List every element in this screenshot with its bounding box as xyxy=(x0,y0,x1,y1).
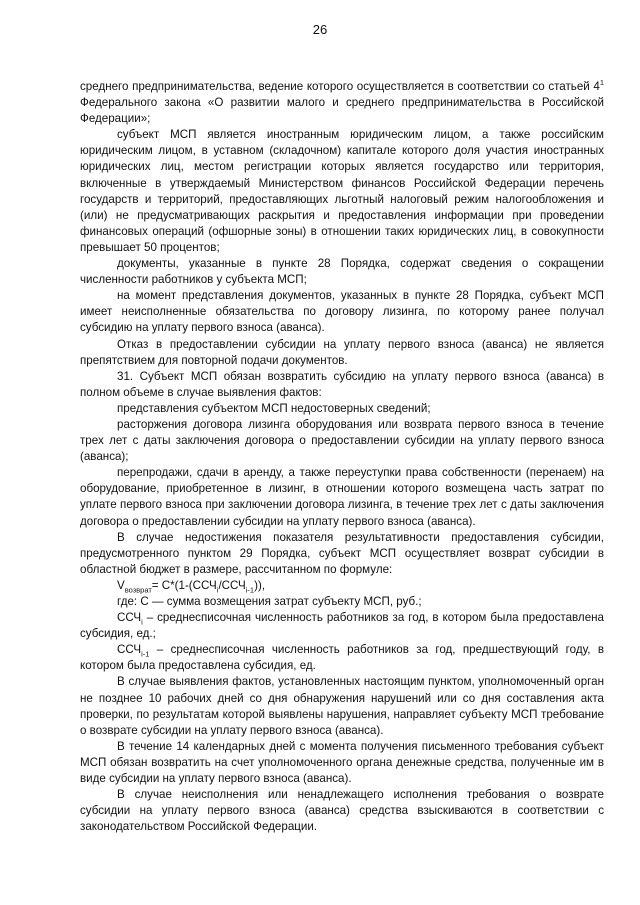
superscript: 1 xyxy=(599,78,604,88)
paragraph-foreign-entity: субъект МСП является иностранным юридическим лицом, а также российским юридическим лицом, в уставном (складочном) капитале которого доля участия иностранных юридических лиц, местом регистрации которых является государство или территория, включенные в утверждаемый Министерством финансов Российской Федерации перечень государств и территорий, предоставляющих льготный налоговый режим налогообложения и (или) не предусматривающих раскрытия и предоставления информации при проведении финансовых операций (офшорные зоны) в отношении таких юридических лиц, в совокупности превышает 50 процентов; xyxy=(80,128,604,254)
paragraph-violation-detection: В случае выявления фактов, установленных настоящим пунктом, уполномоченный орган не позднее 10 рабочих дней со дня обнаружения нарушений или со дня составления акта проверки, по результатам которой выявлены нарушения, направляет субъекту МСП требование о возврате субсидии на уплату первого взноса (аванса). xyxy=(80,675,604,737)
paragraph-staff-reduction: документы, указанные в пункте 28 Порядка, содержат сведения о сокращении численности работников у субъекта МСП; xyxy=(80,257,604,287)
paragraph-repayment-deadline: В течение 14 календарных дней с момента получения письменного требования субъект МСП обязан возвратить на счет уполномоченного органа денежные средства, полученные им в виде субсидии на уплату первого взноса (аванса). xyxy=(80,739,604,786)
paragraph-continuation xyxy=(80,79,604,127)
paragraph-resale: перепродажи, сдачи в аренду, а также переуступки права собственности (перенаем) на оборудование, приобретенное в лизинг, в отношении которого возмещена часть затрат по уплате первого взноса при заключении договора лизинга, в течение трех лет с даты заключения договора о предоставлении субсидии на уплату первого взноса (аванса). xyxy=(80,466,604,528)
paragraph-enforcement: В случае неисполнения или ненадлежащего исполнения требования о возврате субсидии на уплату первого взноса (аванса) средства взыскиваются в соответствии с законодательством Российской Федерации. xyxy=(80,788,604,834)
paragraph-refusal-note: Отказ в предоставлении субсидии на уплату первого взноса (аванса) не является препятствием для повторной подачи документов. xyxy=(80,337,604,367)
paragraph-false-info: представления субъектом МСП недостоверных сведений; xyxy=(117,401,431,415)
paragraph-termination: расторжения договора лизинга оборудования или возврата первого взноса в течение трех лет с даты заключения договора о предоставлении субсидии на уплату первого взноса (аванса); xyxy=(80,417,604,464)
page-number: 26 xyxy=(312,22,328,37)
paragraph-leasing-obligations: на момент представления документов, указанных в пункте 28 Порядка, субъект МСП имеет неисполненные обязательства по договору лизинга, по которому ранее получал субсидию на уплату первого взноса (аванса). xyxy=(80,289,604,335)
formula: $V_{возврат}= С*(1-(ССЧ_i/ССЧ_{i-1}))$, xyxy=(117,578,266,595)
paragraph-clause-31: 31. Субъект МСП обязан возвратить субсидию на уплату первого взноса (аванса) в полном объеме в случае выявления фактов: xyxy=(80,369,604,399)
formula-legend-ssch-i1: $ССЧ_{i-1}$ – среднесписочная численность работников за год, предшествующий году, в котором была предоставлена субсидия, ед. xyxy=(80,643,604,673)
paragraph-performance-indicator: В случае недостижения показателя результативности предоставления субсидии, предусмотренного пунктом 29 Порядка, субъект МСП осуществляет возврат субсидии в областной бюджет в размере, рассчитанном по формуле: xyxy=(80,530,604,576)
document-body xyxy=(80,79,604,835)
paragraph-text: Федерального закона «О развитии малого и среднего предпринимательства в Российской Федерации»; xyxy=(80,96,604,126)
formula-legend-ssch-i: $ССЧ_i$ – среднесписочная численность работников за год, в котором была предоставлена субсидия, ед.; xyxy=(80,611,604,641)
paragraph-text: среднего предпринимательства, ведение которого осуществляется в соответствии со статьей 4 xyxy=(80,80,600,93)
formula-legend-c: где: С — сумма возмещения затрат субъекту МСП, руб.; xyxy=(117,595,422,608)
